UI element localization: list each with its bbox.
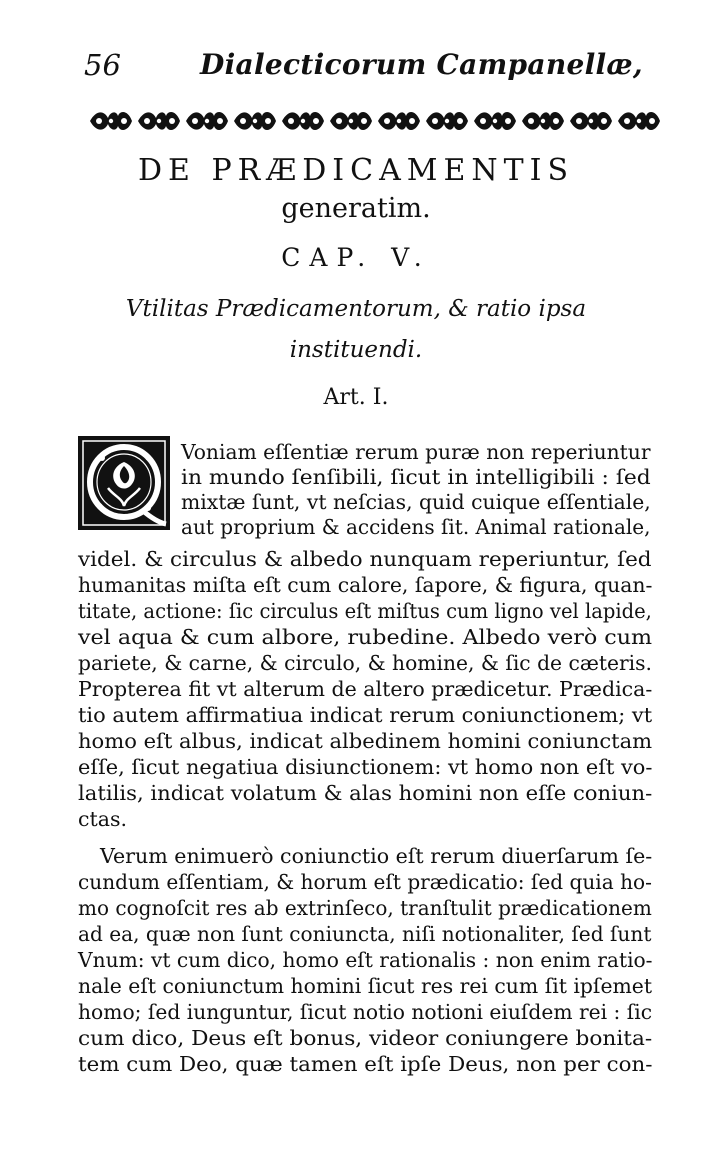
fleuron-unit <box>186 112 228 130</box>
fleuron-unit <box>330 112 372 130</box>
text-line: in mundo ſenſibili, ſicut in intelligibili : ſed <box>181 465 651 489</box>
text-line: humanitas miſta eſt cum calore, ſapore, & figura, quan- <box>78 573 653 597</box>
text-line: homo eſt albus, indicat albedinem homini coniunctam <box>78 729 653 753</box>
fleuron-unit <box>234 112 276 130</box>
text-line: latilis, indicat volatum & alas homini non eſſe coniun- <box>78 781 653 805</box>
text-line: vel aqua & cum albore, rubedine. Albedo verò cum <box>78 625 653 649</box>
fleuron-ornament-band <box>82 104 660 138</box>
running-title: Dialecticorum Campanellæ, <box>200 48 643 81</box>
text-line: Propterea fit vt alterum de altero prædicetur. Prædica- <box>78 677 653 701</box>
fleuron-unit <box>570 112 612 130</box>
text-line: tio autem affirmatiua indicat rerum coniunctionem; vt <box>78 703 653 727</box>
chapter-title: DE PRÆDICAMENTIS <box>137 153 575 188</box>
text-line: titate, actione: ſic circulus eſt miſtus cum ligno vel lapide, <box>78 599 652 623</box>
text-line: nale eſt coniunctum homini ſicut res rei cum ſit ipſemet <box>78 974 653 998</box>
text-line: cum dico, Deus eſt bonus, videor coniungere bonita- <box>78 1026 653 1050</box>
chapter-subtitle-continuation: instituendi. <box>289 337 423 363</box>
page-number: 56 <box>84 48 121 82</box>
chapter-number: CAP. V. <box>281 243 431 272</box>
chapter-subtitle: Vtilitas Prædicamentorum, & ratio ipsa <box>125 296 587 322</box>
text-line: pariete, & carne, & circulo, & homine, & ſic de cæteris. <box>78 651 652 675</box>
fleuron-unit <box>378 112 420 130</box>
text-line: eſſe, ſicut negatiua disiunctionem: vt homo non eſt vo- <box>78 755 653 779</box>
text-line: mo cognoſcit res ab extrinſeco, tranſtulit prædicationem <box>78 896 652 920</box>
text-line: ctas. <box>78 807 127 831</box>
fleuron-unit <box>282 112 324 130</box>
fleuron-unit <box>618 112 660 130</box>
text-line: tem cum Deo, quæ tamen eſt ipſe Deus, non per con- <box>78 1052 653 1076</box>
fleuron-unit <box>474 112 516 130</box>
text-line: Verum enimuerò coniunctio eſt rerum diuerſarum ſe- <box>100 844 653 868</box>
text-line: cundum eſſentiam, & horum eſt prædicatio: ſed quia ho- <box>78 870 652 894</box>
fleuron-unit <box>426 112 468 130</box>
fleuron-unit <box>90 112 132 130</box>
text-line: ad ea, quæ non ſunt coniuncta, niſi notionaliter, ſed ſunt <box>78 922 652 946</box>
running-header <box>84 48 644 88</box>
chapter-title-continuation: generatim. <box>281 193 431 224</box>
fleuron-unit <box>522 112 564 130</box>
text-line: aut proprium & accidens ſit. Animal rationale, <box>181 515 651 539</box>
text-line: Vnum: vt cum dico, homo eſt rationalis : non enim ratio- <box>78 948 653 972</box>
text-line: homo; ſed iunguntur, ſicut notio notioni eiuſdem rei : ſic <box>78 1000 653 1024</box>
article-heading: Art. I. <box>323 385 389 410</box>
text-line: videl. & circulus & albedo nunquam reperiuntur, ſed <box>78 547 652 571</box>
text-line: Voniam eſſentiæ rerum puræ non reperiuntur <box>181 440 651 464</box>
decorated-initial <box>78 436 170 530</box>
fleuron-unit <box>138 112 180 130</box>
text-line: mixtæ ſunt, vt neſcias, quid cuique eſſentiale, <box>181 490 651 514</box>
